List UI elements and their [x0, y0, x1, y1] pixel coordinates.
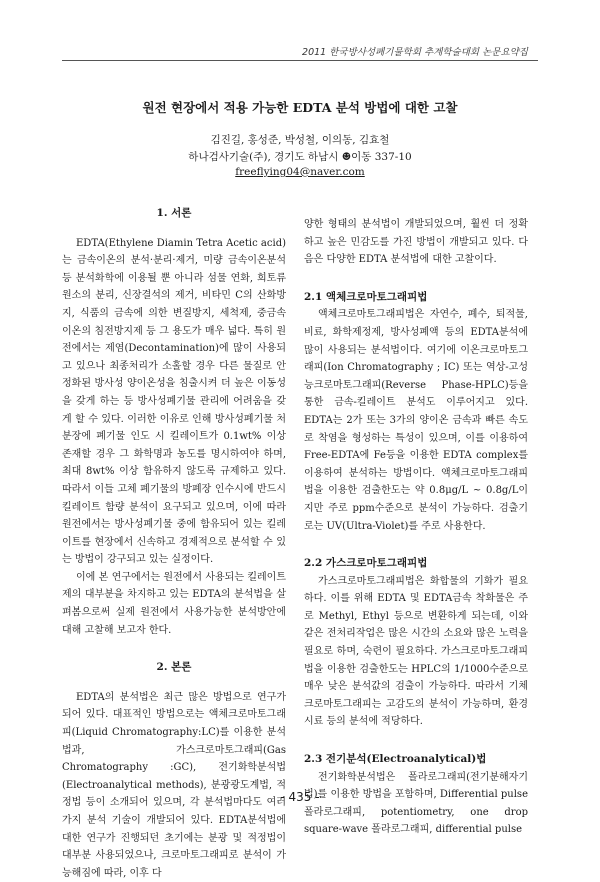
- paper-title: 원전 현장에서 적용 가능한 EDTA 분석 방법에 대한 고찰: [142, 100, 458, 115]
- subsection-heading-ea: 2.3 전기분석(Electroanalytical)법: [304, 753, 487, 766]
- body-paragraph-1: EDTA의 분석법은 최근 많은 방법으로 연구가 되어 있다. 대표적인 방법으로는 액체크로마토그래피(Liquid Chromatography:LC)를 이용한 분석법과, 가스크로마토그래피(Gas Chromatography :GC), 전기화학분석법(Electroanalytical methods), 분광광도계법, 적정법 등이 소개되어 있으며, 각 분석법마다도 여러 가지 분석 기술이 개발되어 있다. EDTA분석법에 대한 연구가 진행되던 초기에는 분광 및 적정법이 대부분 사용되었으나, 크로마토그래피로 분석이 가능해짐에 따라, 이후 다: [62, 691, 286, 879]
- intro-paragraph-1: EDTA(Ethylene Diamin Tetra Acetic acid)는 금속이온의 분석·분리·제거, 미량 금속이온분석 등 분석화학에 이용될 뿐 아니라 섬물 연화, 희토류원소의 분리, 신장결석의 제거, 비타민 C의 산화방지, 식품의 금속에 의한 변질방지, 세척제, 중금속 이온의 침전방지제 등 그 용도가 매우 넓다. 특히 원전에서는 제염(Decontamination)에 많이 사용되고 있으나 최종처리가 소홀할 경우 다른 물질로 안정화된 방사성 양이온성을 침출시켜 더 높은 이동성을 갖게 하는 등 방사성폐기물 관리에 어려움을 갖게 할 수 있다. 이러한 이유로 인해 방사성폐기물 처분장에 폐기물 인도 시 킬레이트가 0.1wt% 이상 존재할 경우 그 화학명과 농도를 명시하여야 하며, 최대 8wt% 이상 함유하지 않도록 규제하고 있다. 따라서 이들 고체 폐기물의 방폐장 인수시에 반드시 킬레이트 함량 분석이 요구되고 있으며, 이에 따라 원전에서는 방사성폐기물 중에 함유되어 있는 킬레이트를 현장에서 신속하고 경제적으로 분석할 수 있는 방법이 강구되고 있는 실정이다.: [62, 237, 286, 566]
- section-heading-intro: 1. 서론: [156, 207, 192, 219]
- running-header: 2011 한국방사성폐기물학회 추계학술대회 논문요약집: [302, 47, 528, 58]
- section-heading-body: 2. 본론: [156, 661, 192, 674]
- subsection-heading-lc: 2.1 액체크로마토그래피법: [304, 290, 428, 303]
- body-paragraph-1-continued: 양한 형태의 분석법이 개발되었으며, 훨씬 더 정확하고 높은 민감도를 가진 방법이 개발되고 있다. 다음은 다양한 EDTA 분석법에 대한 고찰이다.: [304, 219, 528, 266]
- affiliation: 하나검사기술(주), 경기도 하남시 ☻이동 337-10: [188, 151, 412, 163]
- subsection-heading-gc: 2.2 가스크로마토그래피법: [304, 557, 428, 570]
- left-column: [62, 205, 286, 882]
- page-number: - 435 -: [280, 790, 320, 804]
- lc-paragraph: 액체크로마토그래피법은 자연수, 폐수, 퇴적물, 비료, 화학제정제, 방사성폐액 등의 EDTA분석에 많이 사용되는 분석법이다. 여기에 이온크로마토그래피(Ion Chromatography ; IC) 또는 역상-고성능크로마토그래피(Reverse Phase-HPLC)등을 통한 금속-킬레이트 분석도 이루어지고 있다. EDTA는 2가 또는 3가의 양이온 금속과 빠른 속도로 착염을 형성하는 특성이 있으며, 이를 이용하여 Free-EDTA에 Fe등을 이용한 EDTA complex를 이용하여 분석하는 방법이다. 액체크로마토그래피법을 이용한 검출한도는 약 0.8μg/L ~ 0.8g/L이지만 주로 ppm수준으로 분석이 가능하다. 검출기로는 UV(Ultra-Violet)를 주로 사용한다.: [304, 309, 528, 532]
- email-link[interactable]: freeflying04@naver.com: [235, 166, 365, 178]
- author-list: 김진길, 홍성준, 박성철, 이의동, 김효철: [210, 134, 390, 146]
- right-column: [304, 216, 528, 839]
- ea-paragraph: 전기화학분석법은 폴라로그래피(전기분해자기법)를 이용한 방법을 포함하며, Differential pulse 폴라로그래피, potentiometry, one drop square-wave 폴라로그래피, differential pulse: [304, 771, 528, 836]
- header-rule: [62, 60, 538, 61]
- intro-paragraph-2: 이에 본 연구에서는 원전에서 사용되는 킬레이트제의 대부분을 차지하고 있는 EDTA의 분석법을 살펴봄으로써 실제 원전에서 사용가능한 분석방안에 대해 고찰해 보고자 한다.: [62, 571, 286, 636]
- gc-paragraph: 가스크로마토그래피법은 화합물의 기화가 필요하다. 이를 위해 EDTA 및 EDTA금속 착화물은 주로 Methyl, Ethyl 등으로 변환하게 되는데, 이와 같은 전처리작업은 많은 시간의 소요와 많은 노력을 필요로 하며, 숙련이 필요하다. 가스크로마토그래피법을 이용한 검출한도는 HPLC의 1/1000수준으로 매우 낮은 분석값의 검출이 가능하다. 따라서 기체 크로마토그래피는 고감도의 분석이 가능하며, 환경시료 등의 분석에 적당하다.: [304, 575, 528, 728]
